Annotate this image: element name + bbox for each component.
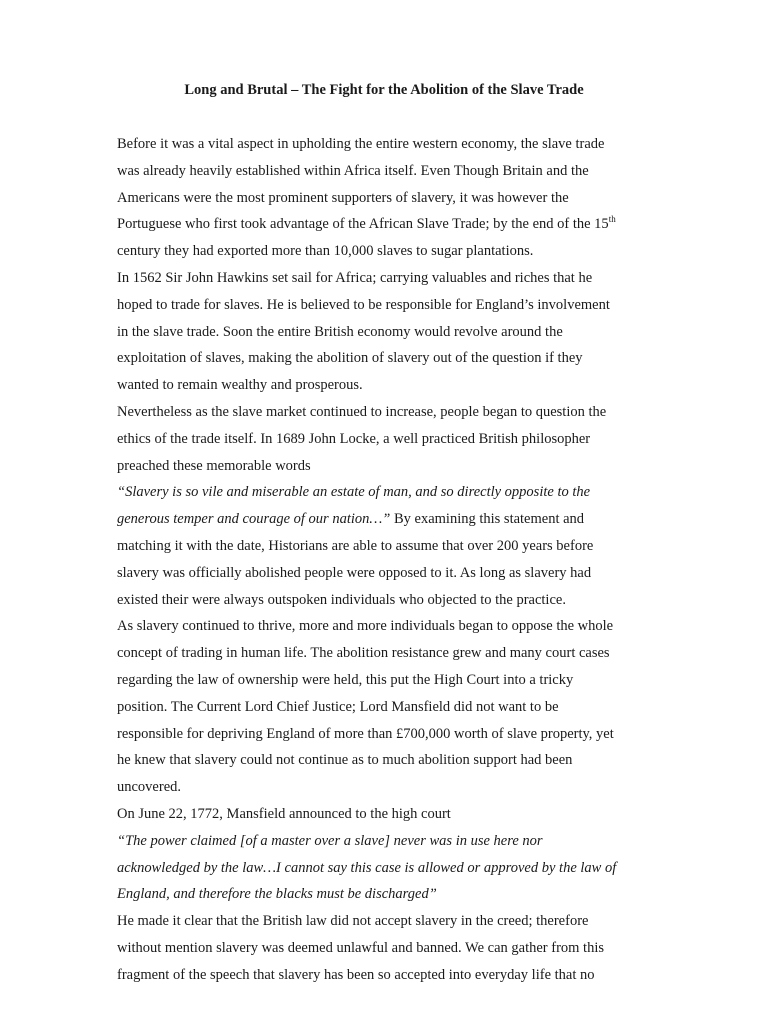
line-text: He made it clear that the British law did not accept slavery in the creed; therefore — [117, 913, 589, 930]
text-line — [117, 801, 657, 828]
text-line — [117, 533, 657, 560]
line-text: By examining this statement and — [390, 511, 585, 528]
line-text: responsible for depriving England of more than £700,000 worth of slave property, yet — [117, 725, 614, 742]
text-line — [117, 908, 657, 935]
text-line — [117, 747, 657, 774]
line-text: preached these memorable words — [117, 457, 311, 474]
text-line — [117, 265, 657, 292]
text-line — [117, 962, 657, 989]
document-title: Long and Brutal – The Fight for the Abolition of the Slave Trade — [184, 82, 584, 98]
line-text: fragment of the speech that slavery has been so accepted into everyday life that no — [117, 966, 595, 983]
text-line — [117, 238, 657, 265]
text-line — [117, 345, 657, 372]
text-line — [117, 774, 657, 801]
text-line — [117, 828, 657, 855]
line-text: century they had exported more than 10,000 slaves to sugar plantations. — [117, 243, 534, 260]
line-text: ethics of the trade itself. In 1689 John Locke, a well practiced British philosopher — [117, 430, 591, 447]
line-text: Nevertheless as the slave market continued to increase, people began to question the — [117, 403, 607, 420]
text-line — [117, 613, 657, 640]
text-line — [117, 372, 657, 399]
line-text: Americans were the most prominent supporters of slavery, it was however the — [117, 189, 569, 206]
line-text: he knew that slavery could not continue as to much abolition support had been — [117, 752, 573, 769]
quotation-text: “Slavery is so vile and miserable an estate of man, and so directly opposite to the — [117, 484, 591, 501]
text-line — [117, 560, 657, 587]
text-line — [117, 667, 657, 694]
line-text: was already heavily established within Africa itself. Even Though Britain and the — [117, 162, 589, 179]
line-text: without mention slavery was deemed unlawful and banned. We can gather from this — [117, 939, 604, 956]
line-text: On June 22, 1772, Mansfield announced to the high court — [117, 805, 451, 822]
line-text: matching it with the date, Historians are able to assume that over 200 years before — [117, 537, 594, 554]
text-line — [117, 694, 657, 721]
line-text: wanted to remain wealthy and prosperous. — [117, 377, 363, 394]
text-line — [117, 640, 657, 667]
text-line — [117, 587, 657, 614]
text-line — [117, 935, 657, 962]
text-line — [117, 721, 657, 748]
text-line — [117, 292, 657, 319]
line-text: In 1562 Sir John Hawkins set sail for Africa; carrying valuables and riches that he — [117, 269, 593, 286]
line-text: exploitation of slaves, making the abolition of slavery out of the question if they — [117, 350, 583, 367]
ordinal-superscript: th — [608, 214, 616, 225]
text-line — [117, 158, 657, 185]
text-line — [117, 453, 657, 480]
line-text: regarding the law of ownership were held, this put the High Court into a tricky — [117, 671, 574, 688]
text-line — [117, 319, 657, 346]
text-line — [117, 881, 657, 908]
line-text: existed their were always outspoken individuals who objected to the practice. — [117, 591, 566, 608]
line-text: hoped to trade for slaves. He is believed to be responsible for England’s involvement — [117, 296, 610, 313]
line-text: position. The Current Lord Chief Justice; Lord Mansfield did not want to be — [117, 698, 559, 715]
line-text: concept of trading in human life. The abolition resistance grew and many court cases — [117, 645, 610, 662]
text-line — [117, 185, 657, 212]
text-line — [117, 211, 657, 238]
quotation-text: “The power claimed [of a master over a slave] never was in use here nor — [117, 832, 543, 849]
text-line — [117, 506, 657, 533]
line-text: uncovered. — [117, 779, 182, 796]
text-line — [117, 855, 657, 882]
line-text: Portuguese who first took advantage of the African Slave Trade; by the end of the 15 — [117, 216, 609, 233]
text-line — [117, 426, 657, 453]
quotation-text: generous temper and courage of our nation…” — [117, 511, 391, 528]
document-body — [117, 131, 657, 989]
text-line — [117, 131, 657, 158]
quotation-text: acknowledged by the law…I cannot say this case is allowed or approved by the law of — [117, 859, 617, 876]
line-text: in the slave trade. Soon the entire British economy would revolve around the — [117, 323, 563, 340]
line-text: As slavery continued to thrive, more and more individuals began to oppose the whole — [117, 618, 614, 635]
text-line — [117, 479, 657, 506]
line-text: Before it was a vital aspect in upholding the entire western economy, the slave trade — [117, 136, 605, 152]
text-line — [117, 399, 657, 426]
line-text: slavery was officially abolished people were opposed to it. As long as slavery had — [117, 564, 592, 581]
quotation-text: England, and therefore the blacks must be discharged” — [117, 886, 437, 903]
